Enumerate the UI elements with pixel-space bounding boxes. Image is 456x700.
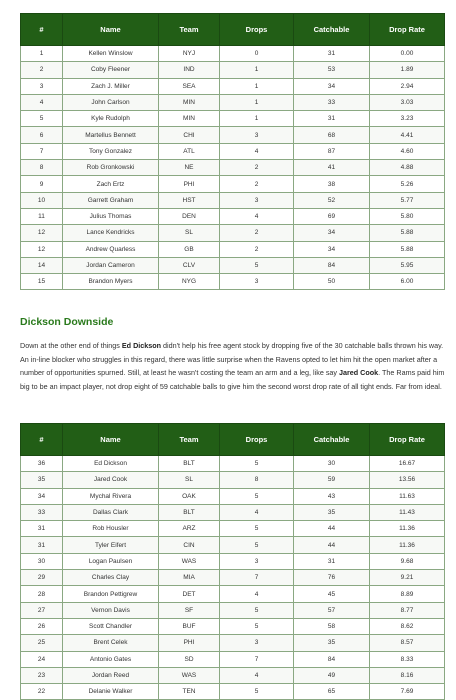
rank-cell: 28 xyxy=(21,586,63,602)
drops-cell: 2 xyxy=(220,176,294,192)
name-cell: Delanie Walker xyxy=(63,684,159,700)
section-paragraph xyxy=(20,339,448,393)
table-row xyxy=(21,257,445,273)
table-row xyxy=(21,274,445,290)
drops-cell: 1 xyxy=(220,111,294,127)
catchable-cell: 68 xyxy=(294,127,370,143)
rank-cell: 33 xyxy=(21,504,63,520)
rank-cell: 2 xyxy=(21,62,63,78)
table-row xyxy=(21,241,445,257)
drop-rate-cell: 9.68 xyxy=(370,553,445,569)
name-cell: Brandon Myers xyxy=(63,274,159,290)
rank-cell: 1 xyxy=(21,46,63,62)
team-cell: CIN xyxy=(159,537,220,553)
drop-rate-cell: 8.62 xyxy=(370,618,445,634)
table-body xyxy=(21,46,445,290)
name-cell: Andrew Quarless xyxy=(63,241,159,257)
drop-rate-cell: 2.94 xyxy=(370,78,445,94)
name-cell: John Carlson xyxy=(63,94,159,110)
drops-cell: 5 xyxy=(220,488,294,504)
table-row xyxy=(21,176,445,192)
col-header-drop-rate: Drop Rate xyxy=(370,14,445,46)
drops-cell: 5 xyxy=(220,618,294,634)
drops-cell: 5 xyxy=(220,537,294,553)
drop-rate-table-worst xyxy=(20,423,445,700)
col-header-drops: Drops xyxy=(220,14,294,46)
table-row xyxy=(21,472,445,488)
table-row xyxy=(21,94,445,110)
drop-rate-cell: 8.77 xyxy=(370,602,445,618)
drop-rate-cell: 5.95 xyxy=(370,257,445,273)
rank-cell: 31 xyxy=(21,537,63,553)
team-cell: BLT xyxy=(159,456,220,472)
team-cell: MIN xyxy=(159,111,220,127)
table-row xyxy=(21,602,445,618)
drops-cell: 5 xyxy=(220,684,294,700)
table-row xyxy=(21,537,445,553)
rank-cell: 23 xyxy=(21,667,63,683)
team-cell: CHI xyxy=(159,127,220,143)
name-cell: Dallas Clark xyxy=(63,504,159,520)
team-cell: HST xyxy=(159,192,220,208)
rank-cell: 3 xyxy=(21,78,63,94)
name-cell: Kyle Rudolph xyxy=(63,111,159,127)
drops-cell: 4 xyxy=(220,504,294,520)
name-cell: Jared Cook xyxy=(63,472,159,488)
drop-rate-cell: 9.21 xyxy=(370,570,445,586)
table-row xyxy=(21,160,445,176)
drop-rate-cell: 11.36 xyxy=(370,521,445,537)
table-row xyxy=(21,488,445,504)
catchable-cell: 31 xyxy=(294,46,370,62)
col-header-drop-rate: Drop Rate xyxy=(370,424,445,456)
rank-cell: 35 xyxy=(21,472,63,488)
col-header-team: Team xyxy=(159,14,220,46)
drops-cell: 4 xyxy=(220,208,294,224)
catchable-cell: 52 xyxy=(294,192,370,208)
col-header-catchable: Catchable xyxy=(294,424,370,456)
drops-cell: 2 xyxy=(220,241,294,257)
rank-cell: 8 xyxy=(21,160,63,176)
team-cell: NYJ xyxy=(159,46,220,62)
team-cell: DEN xyxy=(159,208,220,224)
drop-rate-table-best xyxy=(20,13,445,290)
team-cell: WAS xyxy=(159,667,220,683)
catchable-cell: 87 xyxy=(294,143,370,159)
col-header-name: Name xyxy=(63,424,159,456)
catchable-cell: 53 xyxy=(294,62,370,78)
catchable-cell: 43 xyxy=(294,488,370,504)
drops-cell: 3 xyxy=(220,192,294,208)
catchable-cell: 76 xyxy=(294,570,370,586)
drops-cell: 7 xyxy=(220,570,294,586)
drops-cell: 5 xyxy=(220,456,294,472)
col-header-rank: # xyxy=(21,424,63,456)
rank-cell: 12 xyxy=(21,241,63,257)
drop-rate-cell: 13.56 xyxy=(370,472,445,488)
name-cell: Rob Housler xyxy=(63,521,159,537)
name-cell: Charles Clay xyxy=(63,570,159,586)
drop-rate-cell: 3.03 xyxy=(370,94,445,110)
team-cell: TEN xyxy=(159,684,220,700)
team-cell: MIA xyxy=(159,570,220,586)
col-header-drops: Drops xyxy=(220,424,294,456)
paragraph-text: Down at the other end of things xyxy=(20,341,122,350)
drops-cell: 1 xyxy=(220,94,294,110)
rank-cell: 31 xyxy=(21,521,63,537)
team-cell: ATL xyxy=(159,143,220,159)
team-cell: DET xyxy=(159,586,220,602)
table-row xyxy=(21,553,445,569)
drops-cell: 3 xyxy=(220,553,294,569)
table-row xyxy=(21,78,445,94)
drops-cell: 5 xyxy=(220,521,294,537)
name-cell: Tyler Eifert xyxy=(63,537,159,553)
rank-cell: 12 xyxy=(21,225,63,241)
name-cell: Rob Gronkowski xyxy=(63,160,159,176)
team-cell: ARZ xyxy=(159,521,220,537)
paragraph-text: . The Rams paid him big to be an impact player, not drop eight of 59 catchable balls to give him the second worst drop rate of all tight ends. Far from ideal. xyxy=(20,368,445,391)
catchable-cell: 65 xyxy=(294,684,370,700)
rank-cell: 25 xyxy=(21,635,63,651)
drops-cell: 5 xyxy=(220,257,294,273)
drop-rate-cell: 1.89 xyxy=(370,62,445,78)
name-cell: Zach Ertz xyxy=(63,176,159,192)
name-cell: Logan Paulsen xyxy=(63,553,159,569)
rank-cell: 7 xyxy=(21,143,63,159)
team-cell: PHI xyxy=(159,176,220,192)
table-row xyxy=(21,635,445,651)
catchable-cell: 31 xyxy=(294,553,370,569)
table-body xyxy=(21,456,445,700)
table-row xyxy=(21,111,445,127)
drop-rate-cell: 5.77 xyxy=(370,192,445,208)
col-header-rank: # xyxy=(21,14,63,46)
catchable-cell: 44 xyxy=(294,521,370,537)
drops-cell: 1 xyxy=(220,62,294,78)
table-row xyxy=(21,208,445,224)
table-row xyxy=(21,667,445,683)
catchable-cell: 35 xyxy=(294,504,370,520)
catchable-cell: 34 xyxy=(294,78,370,94)
drops-cell: 0 xyxy=(220,46,294,62)
name-cell: Martellus Bennett xyxy=(63,127,159,143)
team-cell: SEA xyxy=(159,78,220,94)
name-cell: Scott Chandler xyxy=(63,618,159,634)
team-cell: CLV xyxy=(159,257,220,273)
catchable-cell: 35 xyxy=(294,635,370,651)
table-header-row xyxy=(21,14,445,46)
catchable-cell: 84 xyxy=(294,257,370,273)
player-name-bold: Ed Dickson xyxy=(121,341,162,350)
team-cell: NYG xyxy=(159,274,220,290)
drops-cell: 3 xyxy=(220,127,294,143)
table-row xyxy=(21,143,445,159)
rank-cell: 5 xyxy=(21,111,63,127)
table-header-row xyxy=(21,424,445,456)
rank-cell: 15 xyxy=(21,274,63,290)
catchable-cell: 44 xyxy=(294,537,370,553)
catchable-cell: 49 xyxy=(294,667,370,683)
drops-cell: 2 xyxy=(220,225,294,241)
table-row xyxy=(21,618,445,634)
team-cell: SD xyxy=(159,651,220,667)
name-cell: Jordan Cameron xyxy=(63,257,159,273)
name-cell: Garrett Graham xyxy=(63,192,159,208)
team-cell: PHI xyxy=(159,635,220,651)
table-row xyxy=(21,192,445,208)
col-header-team: Team xyxy=(159,424,220,456)
drop-rate-cell: 0.00 xyxy=(370,46,445,62)
catchable-cell: 50 xyxy=(294,274,370,290)
table-row xyxy=(21,684,445,700)
name-cell: Mychal Rivera xyxy=(63,488,159,504)
team-cell: MIN xyxy=(159,94,220,110)
drop-rate-cell: 8.89 xyxy=(370,586,445,602)
drop-rate-cell: 4.88 xyxy=(370,160,445,176)
drop-rate-cell: 7.69 xyxy=(370,684,445,700)
drop-rate-cell: 5.26 xyxy=(370,176,445,192)
catchable-cell: 45 xyxy=(294,586,370,602)
drop-rate-cell: 8.33 xyxy=(370,651,445,667)
team-cell: BUF xyxy=(159,618,220,634)
paragraph-text: didn't help his free agent stock by dropping five of the 30 catchable balls thrown his way. An in-line blocker who struggles in this regard, there was little surprise when the Ravens opted to let him hit the open market after a number of opportunities spurned. Still, at least he wasn't costing the team an arm and a leg, like say xyxy=(20,341,444,378)
name-cell: Vernon Davis xyxy=(63,602,159,618)
drop-rate-cell: 16.67 xyxy=(370,456,445,472)
team-cell: BLT xyxy=(159,504,220,520)
rank-cell: 29 xyxy=(21,570,63,586)
catchable-cell: 59 xyxy=(294,472,370,488)
rank-cell: 6 xyxy=(21,127,63,143)
team-cell: WAS xyxy=(159,553,220,569)
name-cell: Jordan Reed xyxy=(63,667,159,683)
table-row xyxy=(21,127,445,143)
name-cell: Julius Thomas xyxy=(63,208,159,224)
rank-cell: 9 xyxy=(21,176,63,192)
table-row xyxy=(21,46,445,62)
name-cell: Brent Celek xyxy=(63,635,159,651)
drops-cell: 7 xyxy=(220,651,294,667)
catchable-cell: 30 xyxy=(294,456,370,472)
rank-cell: 11 xyxy=(21,208,63,224)
team-cell: NE xyxy=(159,160,220,176)
team-cell: GB xyxy=(159,241,220,257)
team-cell: SL xyxy=(159,472,220,488)
name-cell: Tony Gonzalez xyxy=(63,143,159,159)
name-cell: Lance Kendricks xyxy=(63,225,159,241)
col-header-catchable: Catchable xyxy=(294,14,370,46)
drop-rate-cell: 4.41 xyxy=(370,127,445,143)
table-row xyxy=(21,651,445,667)
table-row xyxy=(21,570,445,586)
catchable-cell: 34 xyxy=(294,225,370,241)
team-cell: SF xyxy=(159,602,220,618)
catchable-cell: 84 xyxy=(294,651,370,667)
table-row xyxy=(21,225,445,241)
team-cell: IND xyxy=(159,62,220,78)
rank-cell: 10 xyxy=(21,192,63,208)
table-row xyxy=(21,62,445,78)
table-row xyxy=(21,521,445,537)
catchable-cell: 34 xyxy=(294,241,370,257)
section-heading: Dickson Downside xyxy=(20,316,114,328)
drops-cell: 1 xyxy=(220,78,294,94)
col-header-name: Name xyxy=(63,14,159,46)
drop-rate-cell: 5.88 xyxy=(370,225,445,241)
catchable-cell: 58 xyxy=(294,618,370,634)
rank-cell: 22 xyxy=(21,684,63,700)
drop-rate-cell: 11.43 xyxy=(370,504,445,520)
drops-cell: 4 xyxy=(220,667,294,683)
rank-cell: 24 xyxy=(21,651,63,667)
drops-cell: 4 xyxy=(220,586,294,602)
name-cell: Zach J. Miller xyxy=(63,78,159,94)
rank-cell: 4 xyxy=(21,94,63,110)
rank-cell: 27 xyxy=(21,602,63,618)
rank-cell: 14 xyxy=(21,257,63,273)
drop-rate-cell: 5.80 xyxy=(370,208,445,224)
catchable-cell: 57 xyxy=(294,602,370,618)
drop-rate-cell: 8.16 xyxy=(370,667,445,683)
team-cell: SL xyxy=(159,225,220,241)
rank-cell: 26 xyxy=(21,618,63,634)
rank-cell: 36 xyxy=(21,456,63,472)
rank-cell: 30 xyxy=(21,553,63,569)
catchable-cell: 31 xyxy=(294,111,370,127)
table-row xyxy=(21,586,445,602)
name-cell: Brandon Pettigrew xyxy=(63,586,159,602)
drop-rate-cell: 11.36 xyxy=(370,537,445,553)
name-cell: Coby Fleener xyxy=(63,62,159,78)
catchable-cell: 41 xyxy=(294,160,370,176)
drops-cell: 8 xyxy=(220,472,294,488)
name-cell: Kellen Winslow xyxy=(63,46,159,62)
drops-cell: 5 xyxy=(220,602,294,618)
team-cell: OAK xyxy=(159,488,220,504)
drop-rate-cell: 4.60 xyxy=(370,143,445,159)
drop-rate-cell: 3.23 xyxy=(370,111,445,127)
catchable-cell: 33 xyxy=(294,94,370,110)
table-row xyxy=(21,504,445,520)
drop-rate-cell: 6.00 xyxy=(370,274,445,290)
drops-cell: 4 xyxy=(220,143,294,159)
catchable-cell: 38 xyxy=(294,176,370,192)
drops-cell: 2 xyxy=(220,160,294,176)
drops-cell: 3 xyxy=(220,635,294,651)
rank-cell: 34 xyxy=(21,488,63,504)
drop-rate-cell: 5.88 xyxy=(370,241,445,257)
catchable-cell: 69 xyxy=(294,208,370,224)
drop-rate-cell: 8.57 xyxy=(370,635,445,651)
drops-cell: 3 xyxy=(220,274,294,290)
drop-rate-cell: 11.63 xyxy=(370,488,445,504)
name-cell: Antonio Gates xyxy=(63,651,159,667)
player-name-bold: Jared Cook xyxy=(339,368,379,378)
name-cell: Ed Dickson xyxy=(63,456,159,472)
table-row xyxy=(21,456,445,472)
